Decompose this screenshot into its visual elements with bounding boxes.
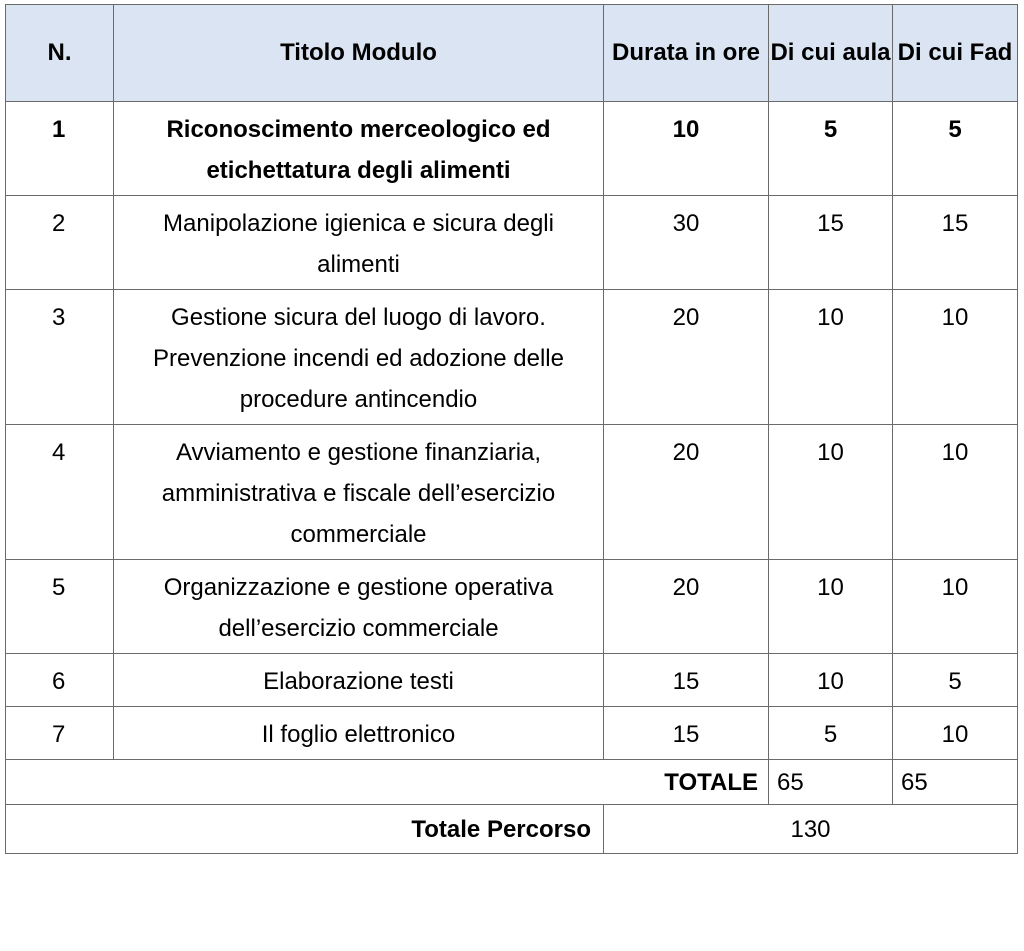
row-fad: 10 bbox=[893, 560, 1018, 654]
table-row bbox=[6, 196, 1018, 290]
table-row bbox=[6, 654, 1018, 707]
totale-aula: 65 bbox=[769, 760, 893, 805]
row-title: Avviamento e gestione finanziaria, amministrativa e fiscale dell’esercizio commerciale bbox=[114, 425, 604, 560]
row-title: Elaborazione testi bbox=[114, 654, 604, 707]
row-durata: 20 bbox=[604, 290, 769, 425]
row-fad: 10 bbox=[893, 425, 1018, 560]
row-number: 3 bbox=[6, 290, 114, 425]
row-aula: 10 bbox=[769, 560, 893, 654]
row-aula: 5 bbox=[769, 707, 893, 760]
row-durata: 15 bbox=[604, 707, 769, 760]
totale-percorso-row bbox=[6, 805, 1018, 854]
header-fad: Di cui Fad bbox=[893, 5, 1018, 102]
table-row bbox=[6, 425, 1018, 560]
row-durata: 30 bbox=[604, 196, 769, 290]
header-titolo: Titolo Modulo bbox=[114, 5, 604, 102]
row-fad: 5 bbox=[893, 102, 1018, 196]
table-row bbox=[6, 560, 1018, 654]
row-aula: 10 bbox=[769, 425, 893, 560]
row-title: Manipolazione igienica e sicura degli alimenti bbox=[114, 196, 604, 290]
row-aula: 15 bbox=[769, 196, 893, 290]
table-row bbox=[6, 102, 1018, 196]
header-n: N. bbox=[6, 5, 114, 102]
totale-fad: 65 bbox=[893, 760, 1018, 805]
row-aula: 10 bbox=[769, 654, 893, 707]
table-row bbox=[6, 290, 1018, 425]
totale-label: TOTALE bbox=[6, 760, 769, 805]
row-fad: 10 bbox=[893, 707, 1018, 760]
row-title: Gestione sicura del luogo di lavoro. Prevenzione incendi ed adozione delle procedure antincendio bbox=[114, 290, 604, 425]
row-fad: 5 bbox=[893, 654, 1018, 707]
header-row bbox=[6, 5, 1018, 102]
row-aula: 10 bbox=[769, 290, 893, 425]
moduli-table bbox=[5, 4, 1018, 854]
totale-percorso-label: Totale Percorso bbox=[6, 805, 604, 854]
row-number: 4 bbox=[6, 425, 114, 560]
row-title: Organizzazione e gestione operativa dell’esercizio commerciale bbox=[114, 560, 604, 654]
row-aula: 5 bbox=[769, 102, 893, 196]
totale-percorso-value: 130 bbox=[604, 805, 1018, 854]
row-number: 5 bbox=[6, 560, 114, 654]
row-title: Il foglio elettronico bbox=[114, 707, 604, 760]
row-durata: 20 bbox=[604, 425, 769, 560]
row-durata: 10 bbox=[604, 102, 769, 196]
row-title: Riconoscimento merceologico ed etichettatura degli alimenti bbox=[114, 102, 604, 196]
header-aula: Di cui aula bbox=[769, 5, 893, 102]
table-row bbox=[6, 707, 1018, 760]
row-durata: 15 bbox=[604, 654, 769, 707]
totale-row bbox=[6, 760, 1018, 805]
row-number: 6 bbox=[6, 654, 114, 707]
row-durata: 20 bbox=[604, 560, 769, 654]
row-fad: 15 bbox=[893, 196, 1018, 290]
row-number: 2 bbox=[6, 196, 114, 290]
row-number: 7 bbox=[6, 707, 114, 760]
header-durata: Durata in ore bbox=[604, 5, 769, 102]
row-number: 1 bbox=[6, 102, 114, 196]
row-fad: 10 bbox=[893, 290, 1018, 425]
